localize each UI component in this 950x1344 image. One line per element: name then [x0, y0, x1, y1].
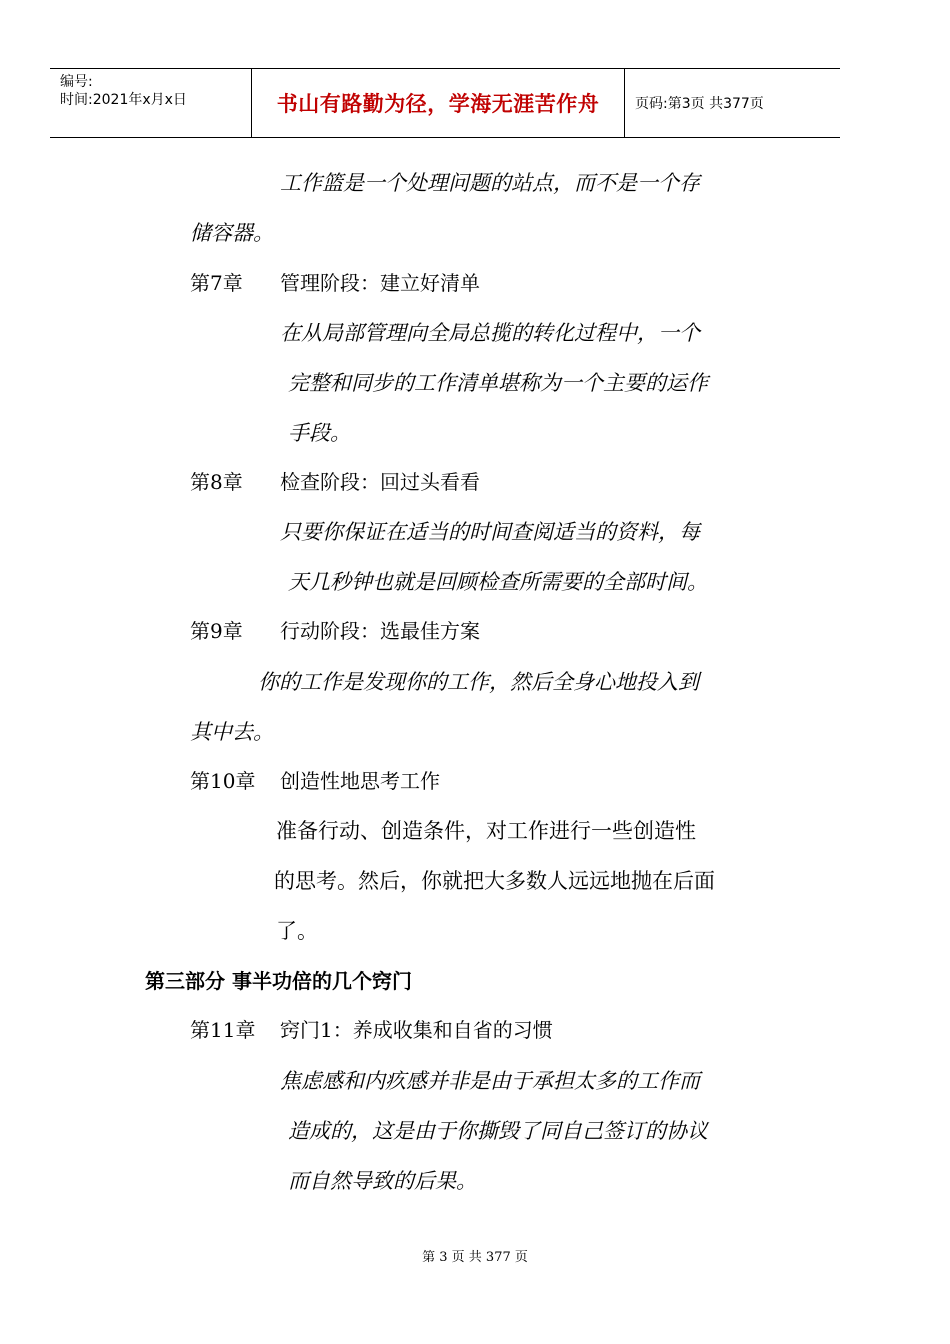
chapter-number: 第7章: [190, 271, 243, 295]
part-heading: 第三部分 事半功倍的几个窍门: [145, 969, 412, 993]
text-line: 造成的，这是由于你撕毁了同自己签订的协议: [288, 1119, 708, 1143]
text-line: 焦虑感和内疚感并非是由于承担太多的工作而: [280, 1069, 700, 1093]
header-page: 页码:第3页 共377页: [635, 96, 764, 112]
text-line: 了。: [276, 919, 318, 943]
chapter-title: 创造性地思考工作: [280, 769, 440, 793]
chapter-number: 第8章: [190, 470, 243, 494]
number-label: 编号:: [60, 74, 93, 90]
header-divider: [624, 69, 625, 137]
header-table: [50, 68, 840, 138]
text-line: 在从局部管理向全局总揽的转化过程中，一个: [280, 321, 700, 345]
chapter-title: 行动阶段：选最佳方案: [280, 619, 480, 643]
text-line: 完整和同步的工作清单堪称为一个主要的运作: [288, 371, 708, 395]
date-label: 时间:2021年x月x日: [60, 92, 187, 108]
text-line: 其中去。: [190, 720, 274, 744]
chapter-title: 检查阶段：回过头看看: [280, 470, 480, 494]
header-motto: 书山有路勤为径，学海无涯苦作舟: [276, 92, 600, 116]
chapter-title: 管理阶段：建立好清单: [280, 271, 480, 295]
text-line: 只要你保证在适当的时间查阅适当的资料，每: [280, 520, 700, 544]
text-line: 而自然导致的后果。: [288, 1169, 477, 1193]
text-line: 你的工作是发现你的工作，然后全身心地投入到: [258, 670, 699, 694]
chapter-number: 第9章: [190, 619, 243, 643]
page-footer: 第 3 页 共 377 页: [422, 1250, 528, 1265]
chapter-title: 窍门1：养成收集和自省的习惯: [280, 1018, 553, 1042]
text-line: 的思考。然后，你就把大多数人远远地抛在后面: [274, 869, 715, 893]
chapter-number: 第10章: [190, 769, 256, 793]
header-meta: [60, 73, 187, 109]
chapter-number: 第11章: [190, 1018, 256, 1042]
text-line: 工作篮是一个处理问题的站点，而不是一个存: [280, 171, 700, 195]
text-line: 手段。: [288, 421, 351, 445]
text-line: 准备行动、创造条件，对工作进行一些创造性: [276, 819, 696, 843]
text-line: 储容器。: [190, 221, 274, 245]
text-line: 天几秒钟也就是回顾检查所需要的全部时间。: [288, 570, 708, 594]
